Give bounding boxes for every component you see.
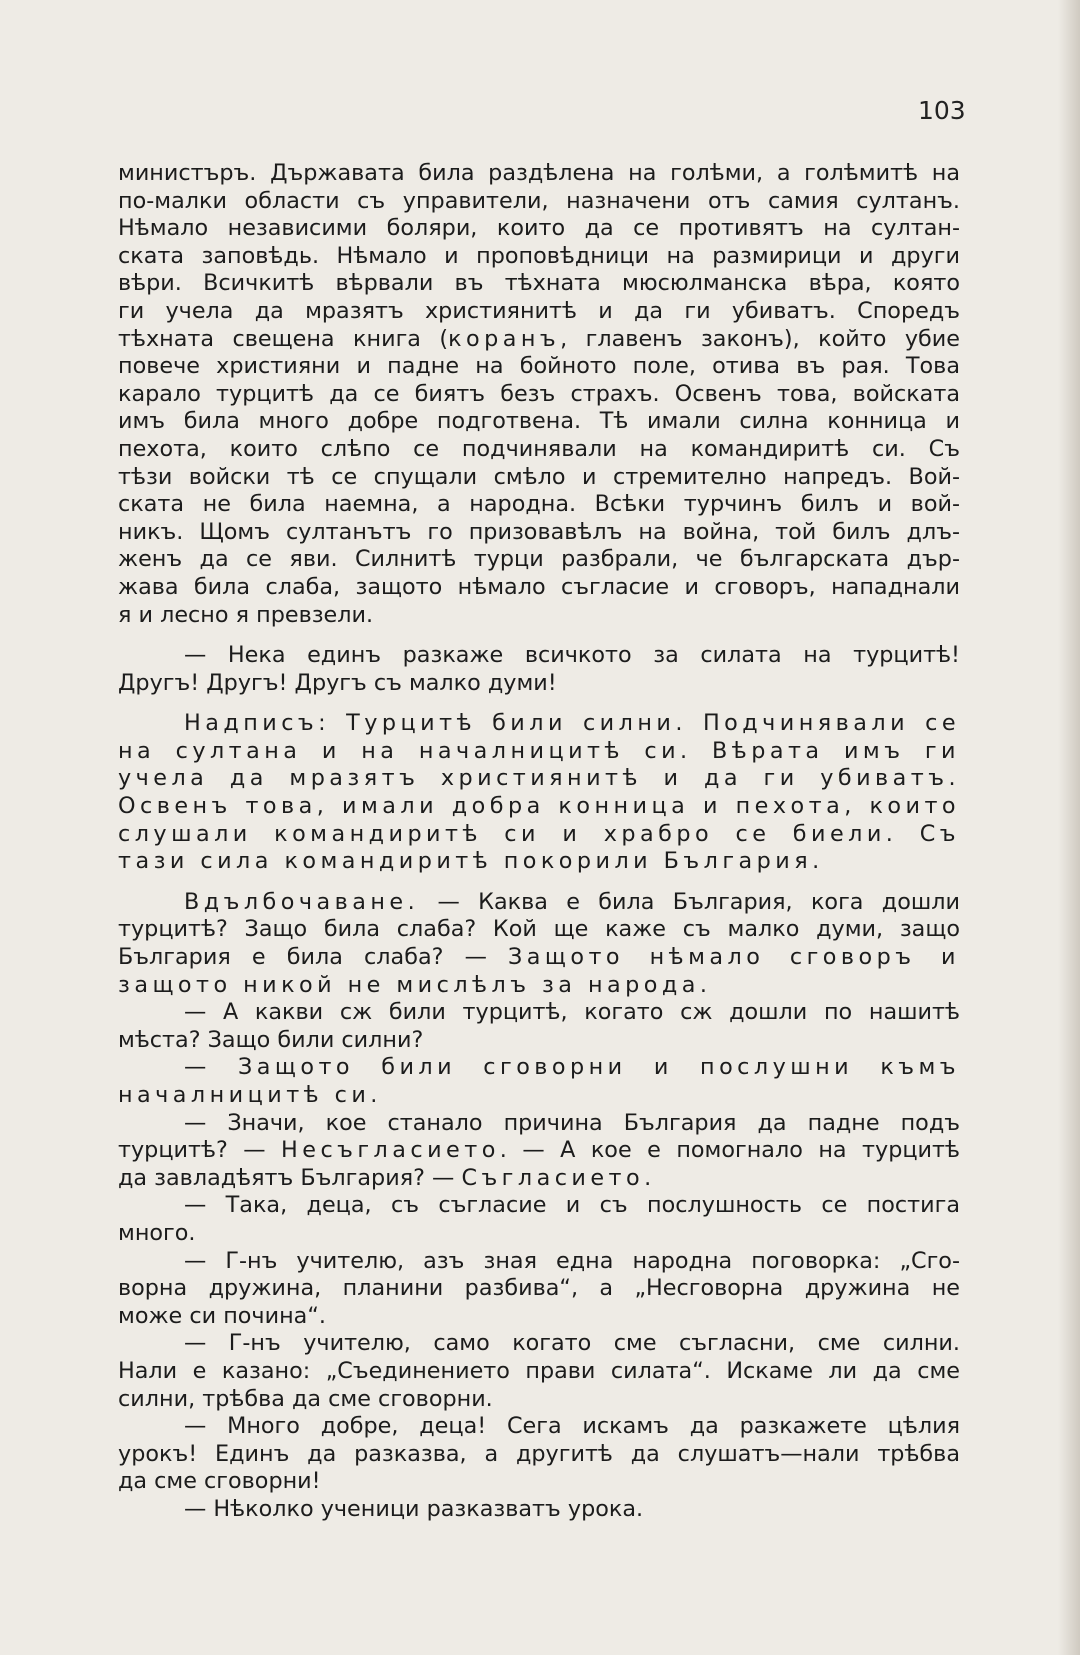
text-line: турцитѣ? Защо била слаба? Кой ще каже съ малко думи, защо xyxy=(118,916,960,943)
spaced-term: Несъгласието xyxy=(281,1137,500,1164)
page-number: 103 xyxy=(918,96,966,125)
text-line: ската не била наемна, а народна. Всѣки турчинъ билъ и вой- xyxy=(118,491,960,518)
text-run: . xyxy=(644,1164,652,1191)
spaced-term: Вдълбочаване. xyxy=(184,888,420,915)
text-line: — Така, деца, съ съгласие и съ послушность се постига xyxy=(184,1192,960,1219)
text-line: Другъ! Другъ! Другъ съ малко думи! xyxy=(118,669,557,696)
text-line: ворна дружина, планини разбива“, а „Несговорна дружина не xyxy=(118,1275,960,1302)
text-line: министъръ. Държавата била раздѣлена на голѣми, а голѣмитѣ на xyxy=(118,160,960,186)
text-line: — Нѣколко ученици разказватъ урока. xyxy=(184,1495,644,1522)
text-line xyxy=(118,944,960,972)
text-line: пехота, които слѣпо се подчинявали на командиритѣ си. Съ xyxy=(118,435,960,462)
text-line xyxy=(118,1137,960,1165)
inscription-line: Надписъ: Турцитѣ били силни. Подчинявали се xyxy=(184,710,960,737)
inscription-line: тази сила командиритѣ покорили България. xyxy=(118,848,824,875)
text-line: никъ. Щомъ султанътъ го призовавѣлъ на война, той билъ длъ- xyxy=(118,518,960,545)
text-line xyxy=(118,326,960,354)
text-line: ги учела да мразятъ християнитѣ и да ги убиватъ. Споредъ xyxy=(118,297,960,324)
spaced-term: коранъ xyxy=(448,325,561,352)
text-line: защото никой не мислѣлъ за народа. xyxy=(118,971,712,998)
text-run: . — А кое е помогнало на турцитѣ xyxy=(499,1137,960,1164)
text-line: повече християни и падне на бойното поле, отива въ рая. Това xyxy=(118,353,960,380)
spaced-term: Съгласието xyxy=(461,1164,645,1191)
text-line: Нѣмало независими боляри, които да се противятъ на султан- xyxy=(118,215,960,242)
text-run: турцитѣ? — xyxy=(118,1137,282,1164)
text-line: я и лесно я превзели. xyxy=(118,601,374,628)
text-line: жава била слаба, защото нѣмало съгласие и сговоръ, нападнали xyxy=(118,573,960,600)
text-run: тѣхната свещена книга ( xyxy=(118,325,449,352)
text-line xyxy=(118,1054,960,1082)
inscription-line: учела да мразятъ християнитѣ и да ги убиватъ. xyxy=(118,765,960,792)
text-line: силни, трѣбва да сме сговорни. xyxy=(118,1385,493,1412)
inscription-line: Освенъ това, имали добра конница и пехота, които xyxy=(118,793,960,820)
text-line: много. xyxy=(118,1219,196,1246)
text-line: карало турцитѣ да се биятъ безъ страхъ. Освенъ това, войската xyxy=(118,380,960,407)
inscription-line: слушали командиритѣ си и храбро се биели. Съ xyxy=(118,820,960,847)
text-line: — А какви сж били турцитѣ, когато сж дошли по нашитѣ xyxy=(184,999,960,1026)
text-line: може си почина“. xyxy=(118,1302,326,1329)
text-line: началницитѣ си. xyxy=(118,1082,382,1108)
text-line: Нали е казано: „Съединението прави силата“. Искаме ли да сме xyxy=(118,1357,960,1384)
text-line: ската заповѣдь. Нѣмало и проповѣдници на размирици и други xyxy=(118,242,960,269)
page-text xyxy=(118,160,960,1524)
text-line: да сме сговорни! xyxy=(118,1468,321,1495)
text-run: , главенъ законъ), който убие xyxy=(560,325,960,352)
text-line: по-малки области съ управители, назначени отъ самия султанъ. xyxy=(118,187,960,214)
inscription-line: на султана и на началницитѣ си. Вѣрата имъ ги xyxy=(118,737,960,764)
text-line: — Г-нъ учителю, само когато сме съгласни, сме силни. xyxy=(184,1330,960,1357)
text-line xyxy=(118,1165,960,1193)
text-line: — Много добре, деца! Сега искамъ да разкажете цѣлия xyxy=(184,1413,960,1440)
text-line xyxy=(118,889,960,917)
text-run: — Каква е била България, кога дошли xyxy=(419,888,960,915)
text-line: вѣри. Всичкитѣ вѣрвали въ тѣхната мюсюлманска вѣра, която xyxy=(118,270,960,297)
text-line: урокъ! Единъ да разказва, а другитѣ да слушатъ—нали трѣбва xyxy=(118,1440,960,1467)
text-line: тѣзи войски тѣ се спущали смѣло и стремително напредъ. Вой- xyxy=(118,463,960,490)
text-run: България е била слаба? — xyxy=(118,944,509,971)
text-line: — Значи, кое станало причина България да падне подъ xyxy=(184,1109,960,1136)
spaced-term: Защото нѣмало сговоръ и xyxy=(508,944,960,971)
text-run: — Защото били сговорни и послушни къмъ xyxy=(184,1054,960,1081)
text-line: — Нека единъ разкаже всичкото за силата на турцитѣ! xyxy=(184,642,960,669)
text-line: мѣста? Защо били силни? xyxy=(118,1026,424,1053)
text-run: да завладѣятъ България? — xyxy=(118,1164,462,1191)
text-line: имъ била много добре подготвена. Тѣ имали силна конница и xyxy=(118,408,960,435)
text-line: — Г-нъ учителю, азъ зная една народна поговорка: „Сго- xyxy=(184,1247,960,1274)
text-line: женъ да се яви. Силнитѣ турци разбрали, че българската дър- xyxy=(118,546,960,573)
